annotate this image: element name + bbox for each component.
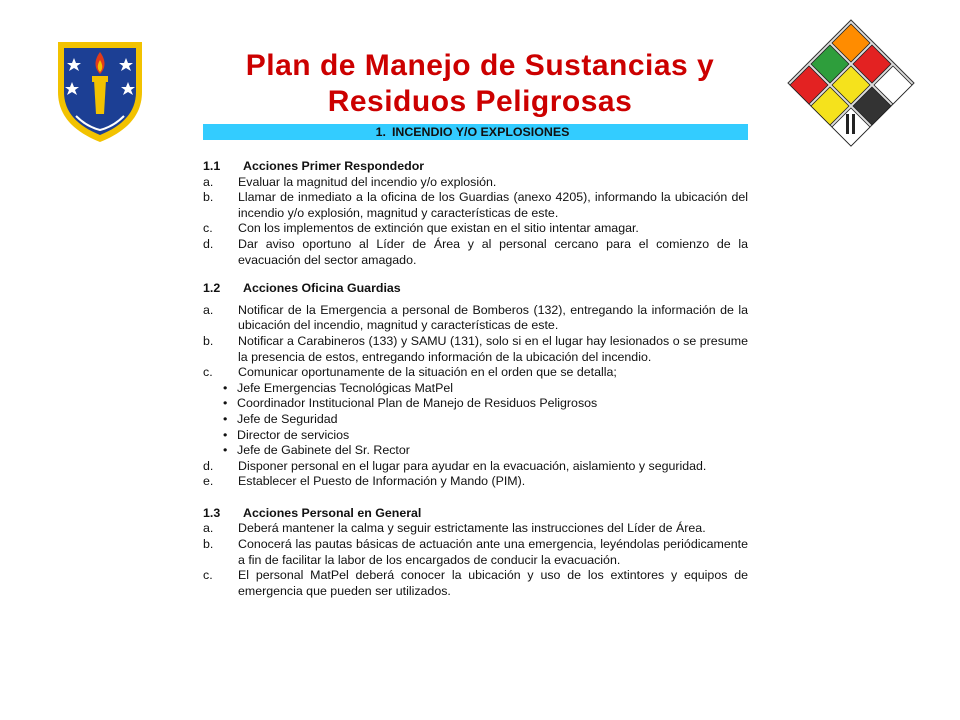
item-letter: b. <box>203 190 214 205</box>
section-heading <box>203 159 748 175</box>
item-text: Disponer personal en el lugar para ayudar en la evacuación, aislamiento y seguridad. <box>238 458 707 473</box>
bullet-dot-icon: • <box>223 411 228 426</box>
item-letter: e. <box>203 474 214 489</box>
item-letter: c. <box>203 221 213 236</box>
item-letter: a. <box>203 302 214 317</box>
section-banner <box>203 124 748 140</box>
item-text: Dar aviso oportuno al Líder de Área y al personal cercano para el comienzo de la evacuación del sector amagado. <box>238 236 748 267</box>
university-shield-icon <box>54 38 146 144</box>
bullet-dot-icon: • <box>223 396 228 411</box>
bullet-item <box>203 396 748 412</box>
section-heading <box>203 281 748 297</box>
list-item <box>203 474 748 490</box>
list-item <box>203 568 748 599</box>
item-text: Establecer el Puesto de Información y Mando (PIM). <box>238 474 526 489</box>
list-item <box>203 459 748 475</box>
item-text: El personal MatPel deberá conocer la ubicación y uso de los extintores y equipos de emergencia que pueden ser utilizados. <box>238 568 748 598</box>
section-number: 1.3 <box>203 505 221 520</box>
list-item <box>203 221 748 237</box>
bullet-item <box>203 381 748 397</box>
banner-label: INCENDIO Y/O EXPLOSIONES <box>391 125 570 139</box>
item-text: Conocerá las pautas básicas de actuación ante una emergencia, leyéndolas periódicamente a fin de facilitar la labor de los encargados de conducir la evacuación. <box>238 537 748 567</box>
item-letter: a. <box>203 174 214 189</box>
list-item <box>203 521 748 537</box>
item-letter: c. <box>203 365 213 380</box>
bullet-text: Jefe Emergencias Tecnológicas MatPel <box>237 380 454 395</box>
item-text: Comunicar oportunamente de la situación en el orden que se detalla; <box>238 365 617 380</box>
banner-number: 1. <box>375 125 386 139</box>
bullet-item <box>203 428 748 444</box>
item-text: Evaluar la magnitud del incendio y/o explosión. <box>238 174 497 189</box>
section-number: 1.1 <box>203 159 221 173</box>
page-title <box>150 48 810 120</box>
item-text: Notificar de la Emergencia a personal de Bomberos (132), entregando la información de la ubicación del incendio, magnitud y características de este. <box>238 302 748 333</box>
bullet-text: Director de servicios <box>237 427 350 442</box>
item-text: Llamar de inmediato a la oficina de los Guardias (anexo 4205), informando la ubicación del incendio y/o explosión, magnitud y características de este. <box>238 190 748 220</box>
list-item <box>203 365 748 381</box>
list-item <box>203 237 748 268</box>
section-title: Acciones Personal en General <box>243 505 422 520</box>
list-item <box>203 190 748 221</box>
title-line-1: Plan de Manejo de Sustancias y <box>245 49 715 82</box>
item-letter: b. <box>203 333 214 348</box>
item-letter: b. <box>203 537 214 552</box>
section-title: Acciones Oficina Guardias <box>243 281 401 296</box>
item-letter: c. <box>203 568 213 583</box>
bullet-text: Jefe de Gabinete del Sr. Rector <box>237 443 410 458</box>
list-item <box>203 334 748 365</box>
hazmat-placards-icon <box>786 18 916 148</box>
bullet-dot-icon: • <box>223 380 228 395</box>
list-item <box>203 303 748 334</box>
bullet-dot-icon: • <box>223 427 228 442</box>
list-item <box>203 537 748 568</box>
list-item <box>203 175 748 191</box>
title-line-2: Residuos Peligrosas <box>327 85 633 118</box>
item-letter: d. <box>203 236 214 251</box>
item-text: Deberá mantener la calma y seguir estrictamente las instrucciones del Líder de Área. <box>238 521 706 536</box>
section-number: 1.2 <box>203 281 221 296</box>
bullet-text: Jefe de Seguridad <box>237 411 338 426</box>
item-letter: a. <box>203 521 214 536</box>
section-title: Acciones Primer Respondedor <box>243 159 425 173</box>
section-heading <box>203 506 748 522</box>
item-text: Notificar a Carabineros (133) y SAMU (131), solo si en el lugar hay lesionados o se presume la presencia de estos, entregando información de la ubicación del incendio. <box>238 333 748 364</box>
bullet-dot-icon: • <box>223 443 228 458</box>
item-text: Con los implementos de extinción que existan en el sitio intentar amagar. <box>238 221 639 236</box>
item-letter: d. <box>203 458 214 473</box>
bullet-item <box>203 443 748 459</box>
bullet-item <box>203 412 748 428</box>
document-body <box>203 124 748 599</box>
bullet-text: Coordinador Institucional Plan de Manejo de Residuos Peligrosos <box>237 396 598 411</box>
